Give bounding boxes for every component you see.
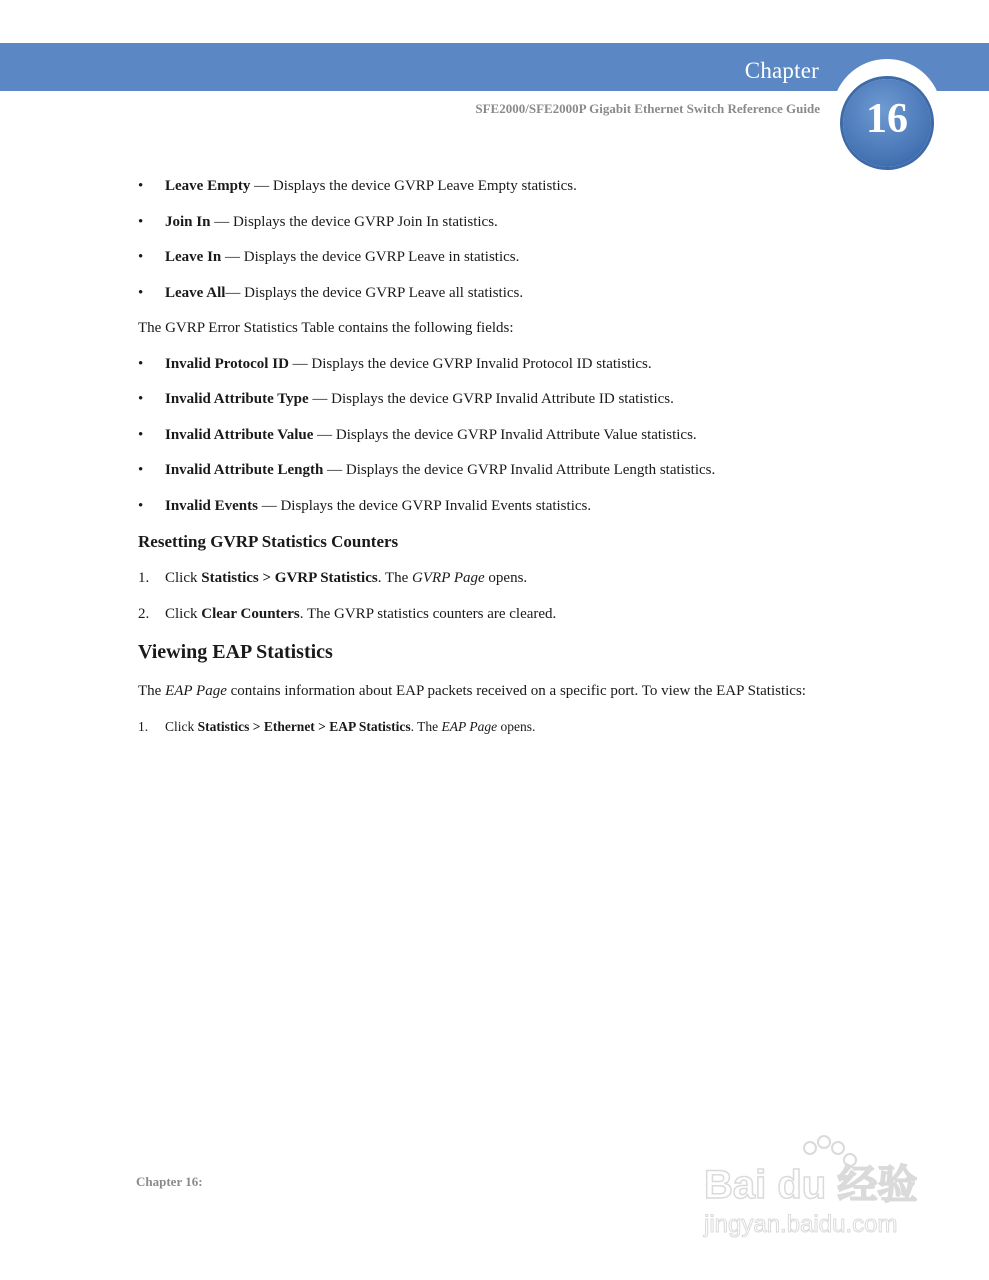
page-reference: GVRP Page: [412, 570, 485, 586]
watermark-url: jingyan.baidu.com: [704, 1211, 898, 1238]
field-description: — Displays the device GVRP Invalid Protocol ID statistics.: [288, 355, 652, 372]
error-table-intro: The GVRP Error Statistics Table contains the following fields:: [138, 320, 514, 336]
procedure-step: [138, 568, 838, 588]
step-text: opens.: [497, 718, 536, 734]
step-text: . The GVRP statistics counters are cleared.: [299, 605, 557, 622]
list-item: [138, 496, 838, 516]
guide-title: SFE2000/SFE2000P Gigabit Ethernet Switch Reference Guide: [475, 101, 820, 116]
procedure-step: [138, 604, 838, 624]
field-description: — Displays the device GVRP Invalid Events statistics.: [257, 497, 592, 514]
field-term: Join In: [165, 213, 211, 230]
baidu-watermark: [700, 1130, 940, 1250]
field-description: — Displays the device GVRP Invalid Attribute Length statistics.: [323, 462, 716, 478]
field-term: Leave Empty: [165, 178, 251, 194]
field-term: Invalid Attribute Length: [165, 462, 324, 478]
button-reference: Clear Counters: [201, 605, 300, 622]
field-term: Invalid Events: [165, 497, 258, 514]
field-term: Leave In: [165, 249, 222, 265]
list-item: [138, 283, 838, 303]
list-item: [138, 425, 838, 445]
step-number: 1.: [138, 570, 150, 586]
field-description: — Displays the device GVRP Invalid Attribute ID statistics.: [308, 391, 674, 407]
list-item: [138, 212, 838, 232]
chapter-number: 16: [866, 96, 908, 142]
page-reference: EAP Page: [441, 718, 498, 734]
list-item: [138, 247, 838, 267]
field-term: Invalid Attribute Value: [165, 426, 314, 443]
section-heading: Viewing EAP Statistics: [138, 641, 333, 663]
page-body: [138, 176, 838, 752]
field-description: — Displays the device GVRP Join In statistics.: [210, 213, 498, 230]
watermark-brand: Bai du 经验: [704, 1163, 918, 1207]
step-text: opens.: [484, 570, 528, 586]
procedure-step: [138, 717, 838, 737]
field-description: — Displays the device GVRP Leave all statistics.: [225, 284, 524, 301]
eap-intro: [138, 681, 838, 701]
intro-text: contains information about EAP packets received on a specific port. To view the EAP Statistics:: [226, 683, 806, 699]
list-item: [138, 389, 838, 409]
page-reference: EAP Page: [165, 683, 227, 699]
intro-text: The: [138, 683, 166, 699]
step-text: . The: [377, 570, 413, 586]
step-number: 1.: [138, 718, 149, 734]
step-text: Click: [165, 570, 202, 586]
field-description: — Displays the device GVRP Leave in statistics.: [221, 249, 520, 265]
menu-path: Statistics > Ethernet > EAP Statistics: [197, 718, 411, 734]
field-term: Invalid Attribute Type: [165, 391, 309, 407]
field-term: Invalid Protocol ID: [165, 355, 289, 372]
resetting-heading: Resetting GVRP Statistics Counters: [138, 532, 399, 551]
list-item: [138, 460, 838, 480]
list-item: [138, 354, 838, 374]
step-text: Click: [165, 718, 198, 734]
footer-chapter-label: Chapter 16:: [136, 1174, 203, 1189]
field-description: — Displays the device GVRP Leave Empty statistics.: [250, 178, 577, 194]
list-item: [138, 176, 838, 196]
step-number: 2.: [138, 605, 150, 622]
menu-path: Statistics > GVRP Statistics: [201, 570, 378, 586]
chapter-label: Chapter: [744, 58, 819, 83]
step-text: Click: [165, 605, 202, 622]
step-text: . The: [410, 718, 442, 734]
field-description: — Displays the device GVRP Invalid Attribute Value statistics.: [313, 426, 697, 443]
field-term: Leave All: [165, 284, 226, 301]
